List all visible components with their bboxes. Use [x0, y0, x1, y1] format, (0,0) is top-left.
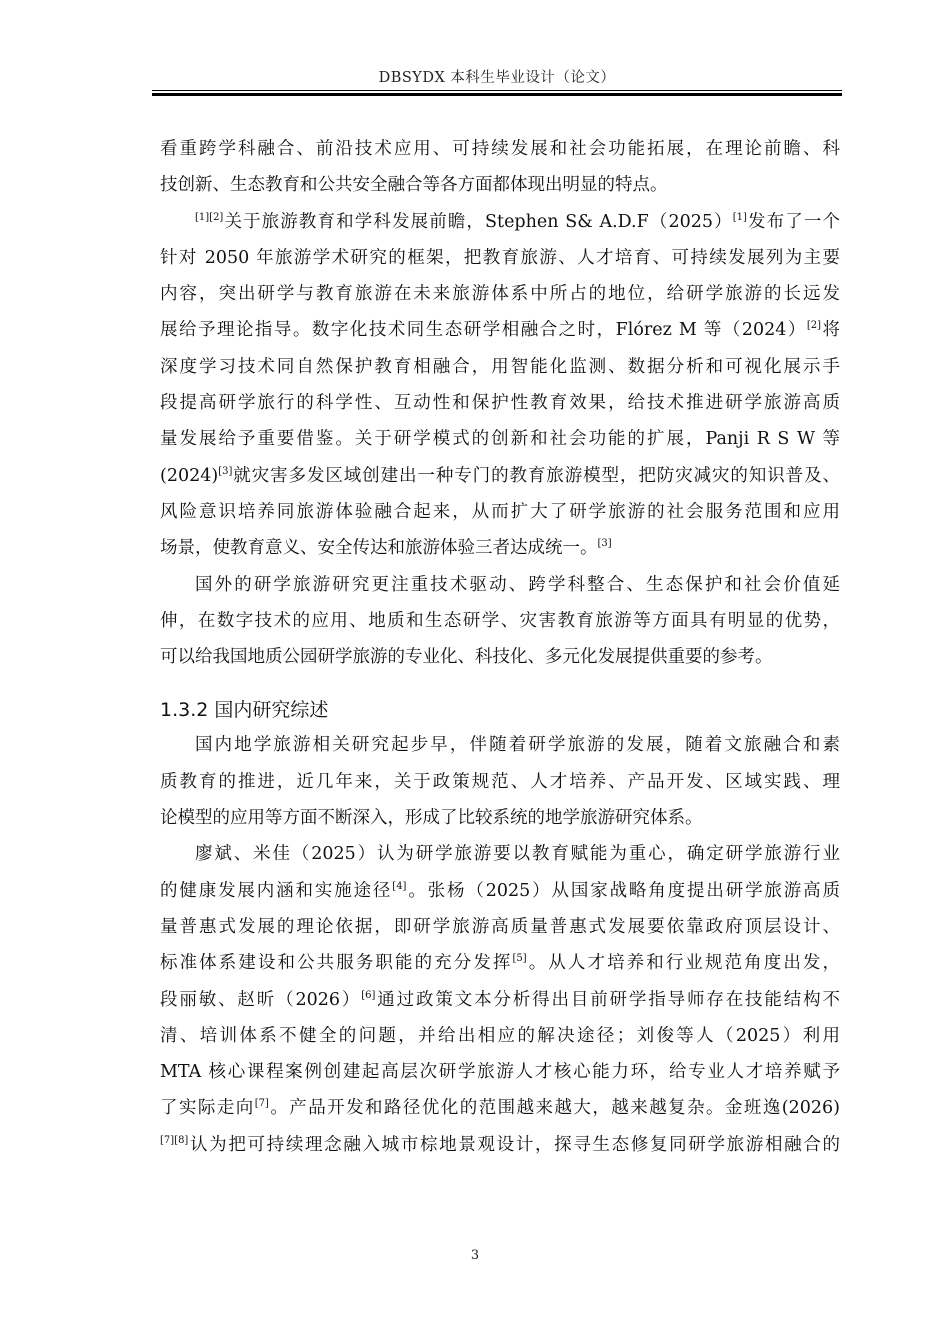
citation: [6] — [361, 989, 376, 1001]
text-line: [7][8]认为把可持续理念融入城市棕地景观设计，探寻生态修复同研学旅游相融合的 — [160, 1134, 840, 1155]
text-line: 场景，使教育意义、安全传达和旅游体验三者达成统一。[3] — [160, 538, 612, 559]
text-line: 量发展给予重要借鉴。关于研学模式的创新和社会功能的扩展，Panji R S W 等 — [160, 429, 840, 450]
citation: [1][2] — [195, 211, 224, 223]
text-line: 段丽敏、赵昕（2026）[6]通过政策文本分析得出目前研学指导师存在技能结构不 — [160, 989, 840, 1010]
text-line: 论模型的应用等方面不断深入，形成了比较系统的地学旅游研究体系。 — [160, 808, 703, 829]
text-line: 标准体系建设和公共服务职能的充分发挥[5]。从人才培养和行业规范角度出发， — [160, 953, 841, 974]
citation: [3] — [218, 465, 233, 477]
text-line: 伸，在数字技术的应用、地质和生态研学、灾害教育旅游等方面具有明显的优势， — [160, 610, 840, 631]
text-line: 的健康发展内涵和实施途径[4]。张杨（2025）从国家战略角度提出研学旅游高质 — [160, 880, 841, 901]
text-line: 针对 2050 年旅游学术研究的框架，把教育旅游、人才培育、可持续发展列为主要 — [160, 247, 840, 268]
text-line: 廖斌、米佳（2025）认为研学旅游要以教育赋能为重心，确定研学旅游行业 — [195, 844, 840, 865]
text-line: (2024)[3]就灾害多发区域创建出一种专门的教育旅游模型，把防灾减灾的知识普及、 — [160, 465, 840, 486]
text-line: 看重跨学科融合、前沿技术应用、可持续发展和社会功能拓展，在理论前瞻、科 — [160, 139, 840, 159]
citation: [4] — [392, 880, 407, 892]
paragraph-foreign-frontier — [160, 204, 840, 567]
citation: [1] — [732, 211, 747, 223]
header-rule-thick — [152, 93, 842, 96]
text-line: 深度学习技术同自然保护教育相融合，用智能化监测、数据分析和可视化展示手 — [160, 356, 840, 377]
page-body — [160, 131, 840, 1163]
running-header: DBSYDX 本科生毕业设计（论文） — [378, 70, 616, 86]
citation: [7] — [254, 1098, 269, 1110]
text-line: 段提高研学旅行的科学性、互动性和保护性教育效果，给技术推进研学旅游高质 — [160, 393, 840, 414]
header-rule-thin — [152, 90, 842, 91]
page-number: 3 — [470, 1248, 480, 1263]
text-line: 风险意识培养同旅游体验融合起来，从而扩大了研学旅游的社会服务范围和应用 — [160, 501, 840, 522]
citation: [3] — [597, 538, 612, 550]
citation: [7][8] — [160, 1134, 189, 1146]
text-line: 量普惠式发展的理论依据，即研学旅游高质量普惠式发展要依靠政府顶层设计、 — [160, 916, 840, 937]
text-line: 内容，突出研学与教育旅游在未来旅游体系中所占的地位，给研学旅游的长远发 — [160, 284, 840, 305]
text-line: [1][2]关于旅游教育和学科发展前瞻，Stephen S& A.D.F（2025）[1]发布了一个 — [195, 211, 840, 232]
text-line: 技创新、生态教育和公共安全融合等各方面都体现出明显的特点。 — [160, 175, 668, 196]
citation: [2] — [806, 320, 822, 332]
text-line: 展给予理论指导。数字化技术同生态研学相融合之时，Flórez M 等（2024）[2]将 — [160, 320, 841, 341]
text-line: 质教育的推进，近几年来，关于政策规范、人才培养、产品开发、区域实践、理 — [160, 771, 840, 792]
text-line: 国外的研学旅游研究更注重技术驱动、跨学科整合、生态保护和社会价值延 — [195, 574, 840, 595]
text-line: 了实际走向[7]。产品开发和路径优化的范围越来越大，越来越复杂。金班逸(2026) — [160, 1098, 840, 1119]
paragraph-domestic-review — [160, 836, 840, 1163]
text-line: 国内地学旅游相关研究起步早，伴随着研学旅游的发展，随着文旅融合和素 — [195, 735, 840, 756]
paragraph-continuation — [160, 131, 840, 204]
text-line: MTA 核心课程案例创建起高层次研学旅游人才核心能力环，给专业人才培养赋予 — [160, 1062, 840, 1083]
text-line: 可以给我国地质公园研学旅游的专业化、科技化、多元化发展提供重要的参考。 — [160, 647, 773, 668]
paragraph-domestic-intro — [160, 727, 840, 836]
section-heading: 1.3.2 国内研究综述 — [160, 699, 329, 722]
paragraph-foreign-summary — [160, 567, 840, 676]
text-line: 清、培训体系不健全的问题，并给出相应的解决途径；刘俊等人（2025）利用 — [160, 1025, 840, 1046]
citation: [5] — [512, 953, 527, 965]
